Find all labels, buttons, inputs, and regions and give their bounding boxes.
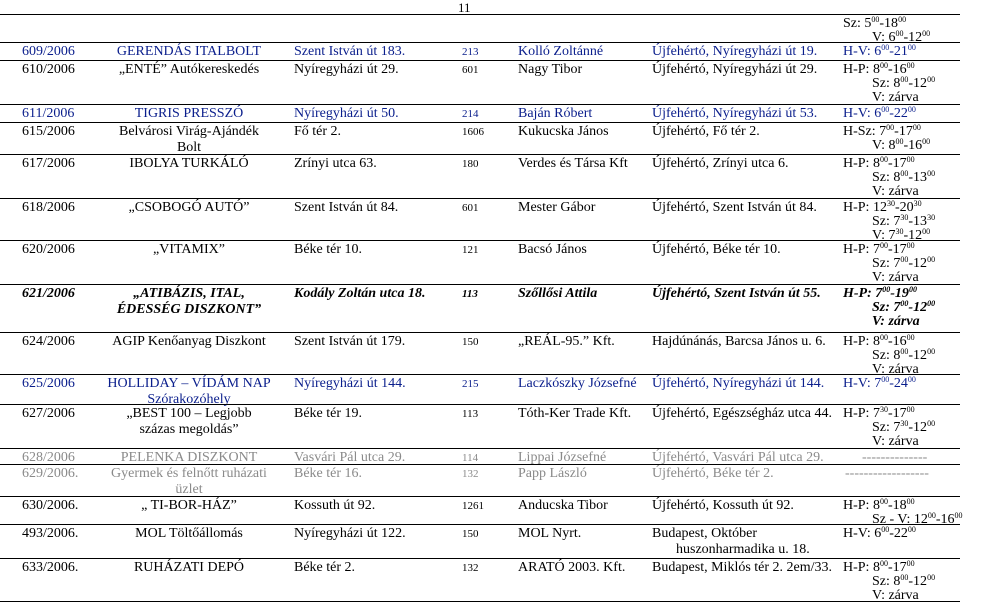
cell-name: GERENDÁS ITALBOLT [116, 44, 262, 59]
cell-owner: MOL Nyrt. [518, 526, 582, 541]
cell-addr: Nyíregyházi út 122. [294, 526, 406, 541]
cell-code: 215 [462, 378, 479, 390]
cell-no: 615/2006 [22, 124, 75, 139]
row-divider [0, 496, 960, 497]
cell-code: 113 [462, 408, 479, 420]
cell-addr: Kodály Zoltán utca 18. [294, 286, 426, 301]
cell-opening-hours: V: zárva [872, 588, 919, 603]
cell-code: 132 [462, 468, 479, 480]
cell-addr: Fő tér 2. [294, 124, 342, 139]
cell-name: Belvárosi Virág-Ajándék [118, 124, 260, 139]
cell-name: IBOLYA TURKÁLÓ [129, 156, 249, 171]
cell-addr: Kossuth út 92. [294, 498, 376, 513]
cell-code: 1261 [462, 500, 484, 512]
cell-addr: Vasvári Pál utca 29. [294, 450, 406, 465]
row-divider [0, 42, 960, 43]
cell-opening-hours: -------------- [862, 450, 928, 465]
cell-no: 627/2006 [22, 406, 75, 421]
cell-no: 624/2006 [22, 334, 75, 349]
cell-opening-hours: H-P: $8^{00}-17^{00}$ [843, 559, 915, 575]
cell-opening-hours: V: zárva [872, 314, 920, 329]
cell-owner: Szőllősi Attila [518, 286, 598, 301]
cell-addr: Nyíregyházi út 29. [294, 62, 399, 77]
cell-owner: Lippai Józsefné [518, 450, 607, 465]
cell-name2: százas megoldás” [139, 422, 239, 437]
cell-opening-hours: H-P: $8^{00}-16^{00}$ [843, 61, 915, 77]
cell-opening-hours: Sz - V: $12^{00}-16^{00}$ [872, 511, 963, 527]
cell-opening-hours: Sz: $8^{00}-12^{00}$ [872, 347, 936, 363]
cell-place: Újfehértó, Kossuth út 92. [652, 498, 794, 513]
cell-code: 150 [462, 336, 479, 348]
cell-place: Budapest, Október [652, 526, 757, 541]
cell-opening-hours: H-P: $12^{30}-20^{30}$ [843, 199, 922, 215]
cell-owner: Verdes és Társa Kft [518, 156, 628, 171]
row-divider [0, 404, 960, 405]
cell-opening-hours: Sz: $8^{00}-12^{00}$ [872, 573, 936, 589]
cell-no: 620/2006 [22, 242, 75, 257]
cell-addr: Szent István út 183. [294, 44, 406, 59]
cell-name: „ENTÉ” Autókereskedés [118, 62, 260, 77]
cell-no: 609/2006 [22, 44, 75, 59]
cell-name: PELENKA DISZKONT [120, 450, 258, 465]
cell-opening-hours: V: zárva [872, 184, 919, 199]
cell-no: 618/2006 [22, 200, 75, 215]
cell-no: 628/2006 [22, 450, 75, 465]
cell-place: Újfehértó, Nyíregyházi út 144. [652, 376, 825, 391]
cell-owner: Kolló Zoltánné [518, 44, 604, 59]
cell-name2: üzlet [175, 482, 203, 497]
cell-owner: Papp László [518, 466, 587, 481]
cell-code: 132 [462, 562, 479, 574]
cell-owner: Laczkószky Józsefné [518, 376, 637, 391]
cell-opening-hours: V: zárva [872, 362, 919, 377]
row-divider [0, 104, 960, 105]
cell-code: 113 [462, 288, 478, 300]
cell-opening-hours: H-V: $6^{00}-22^{00}$ [843, 525, 916, 541]
row-divider [0, 601, 960, 602]
cell-name: „ TI-BOR-HÁZ” [141, 498, 237, 513]
cell-name: „CSOBOGÓ AUTÓ” [128, 200, 250, 215]
cell-code: 1606 [462, 126, 484, 138]
cell-opening-hours: V: $8^{00}-16^{00}$ [872, 137, 931, 153]
cell-addr: Béke tér 16. [294, 466, 363, 481]
cell-opening-hours: H-P: $8^{00}-16^{00}$ [843, 333, 915, 349]
cell-addr: Nyíregyházi út 50. [294, 106, 399, 121]
row-divider [0, 60, 960, 61]
cell-opening-hours: H-V: $7^{00}-24^{00}$ [843, 375, 916, 391]
cell-place: Újfehértó, Szent István út 84. [652, 200, 817, 215]
row-divider [0, 14, 960, 15]
cell-name: HOLLIDAY – VÍDÁM NAP [107, 376, 271, 391]
cell-opening-hours: H-P: $7^{00}-17^{00}$ [843, 241, 915, 257]
cell-place: Újfehértó, Szent István út 55. [652, 286, 821, 301]
cell-no: 617/2006 [22, 156, 75, 171]
row-divider [0, 524, 960, 525]
cell-place: Újfehértó, Vasvári Pál utca 29. [652, 450, 824, 465]
row-divider [0, 240, 960, 241]
cell-no: 630/2006. [22, 498, 79, 513]
cell-code: 180 [462, 158, 479, 170]
cell-opening-hours: Sz: $7^{00}-12^{00}$ [872, 255, 936, 271]
cell-code: 114 [462, 452, 479, 464]
cell-name: Gyermek és felnőtt ruházati [111, 466, 267, 481]
row-divider [0, 198, 960, 199]
cell-opening-hours: Sz: $7^{00}-12^{00}$ [872, 299, 936, 315]
cell-no: 493/2006. [22, 526, 79, 541]
row-divider [0, 122, 960, 123]
cell-opening-hours: V: $7^{30}-12^{00}$ [872, 227, 931, 243]
cell-code: 601 [462, 202, 479, 214]
cell-place: Újfehértó, Nyíregyházi út 19. [652, 44, 818, 59]
cell-owner: Kukucska János [518, 124, 609, 139]
cell-code: 150 [462, 528, 479, 540]
cell-addr: Béke tér 19. [294, 406, 363, 421]
cell-owner: Anducska Tibor [518, 498, 608, 513]
cell-opening-hours: H-V: $6^{00}-21^{00}$ [843, 43, 916, 59]
cell-opening-hours: ------------------ [845, 466, 929, 481]
cell-no: 633/2006. [22, 560, 79, 575]
cell-code: 601 [462, 64, 479, 76]
cell-code: 121 [462, 244, 479, 256]
cell-opening-hours: H-Sz: $7^{00}-17^{00}$ [843, 123, 921, 139]
cell-owner: Baján Róbert [518, 106, 593, 121]
cell-owner: Bacsó János [518, 242, 587, 257]
cell-name: MOL Töltőállomás [135, 526, 243, 541]
row-divider [0, 558, 960, 559]
cell-no: 625/2006 [22, 376, 75, 391]
cell-addr: Béke tér 10. [294, 242, 363, 257]
cell-opening-hours: H-P: $8^{00}-18^{00}$ [843, 497, 915, 513]
cell-code: 213 [462, 46, 479, 58]
cell-addr: Nyíregyházi út 144. [294, 376, 406, 391]
cell-opening-hours: V: zárva [872, 90, 919, 105]
cell-opening-hours: H-V: $6^{00}-22^{00}$ [843, 105, 916, 121]
cell-owner: „REÁL-95.” Kft. [518, 334, 615, 349]
cell-name2: Bolt [176, 140, 202, 155]
cell-owner: ARATÓ 2003. Kft. [518, 560, 626, 575]
cell-addr: Béke tér 2. [294, 560, 356, 575]
cell-place: Újfehértó, Béke tér 10. [652, 242, 781, 257]
cell-place: Újfehértó, Nyíregyházi út 29. [652, 62, 818, 77]
cell-opening-hours: H-P: $7^{00}-19^{00}$ [843, 285, 917, 301]
cell-name: „BEST 100 – Legjobb [126, 406, 252, 421]
cell-name2: Szórakozóhely [147, 392, 231, 407]
cell-place2: huszonharmadika u. 18. [676, 542, 810, 557]
cell-place: Újfehértó, Nyíregyházi út 53. [652, 106, 818, 121]
cell-no: 629/2006. [22, 466, 79, 481]
cell-addr: Szent István út 179. [294, 334, 406, 349]
row-divider [0, 284, 960, 285]
row-divider [0, 464, 960, 465]
cell-place: Újfehértó, Fő tér 2. [652, 124, 760, 139]
cell-opening-hours: Sz: $8^{00}-13^{00}$ [872, 169, 936, 185]
cell-opening-hours: V: $6^{00}-12^{00}$ [872, 29, 931, 45]
cell-place: Újfehértó, Egészségház utca 44. [652, 406, 832, 421]
cell-addr: Szent István út 84. [294, 200, 399, 215]
cell-name: RUHÁZATI DEPÓ [133, 560, 245, 575]
cell-addr: Zrínyi utca 63. [294, 156, 377, 171]
row-divider [0, 332, 960, 333]
cell-name: „ATIBÁZIS, ITAL, [133, 286, 245, 301]
cell-owner: Mester Gábor [518, 200, 596, 215]
cell-owner: Nagy Tibor [518, 62, 583, 77]
cell-place: Újfehértó, Zrínyi utca 6. [652, 156, 789, 171]
cell-opening-hours: V: zárva [872, 270, 919, 285]
cell-opening-hours: V: zárva [872, 434, 919, 449]
row-divider [0, 374, 960, 375]
cell-place: Újfehértó, Béke tér 2. [652, 466, 774, 481]
cell-place: Hajdúnánás, Barcsa János u. 6. [652, 334, 826, 349]
row-divider [0, 154, 960, 155]
cell-opening-hours: Sz: $7^{30}-12^{00}$ [872, 419, 936, 435]
cell-opening-hours: Sz: $8^{00}-12^{00}$ [872, 75, 936, 91]
cell-opening-hours: Sz: $7^{30}-13^{30}$ [872, 213, 936, 229]
page-number: 11 [458, 0, 471, 15]
cell-no: 610/2006 [22, 62, 75, 77]
cell-opening-hours: Sz: $5^{00}-18^{00}$ [843, 15, 907, 31]
cell-name: „VITAMIX” [153, 242, 225, 257]
cell-name: TIGRIS PRESSZÓ [134, 106, 244, 121]
cell-opening-hours: H-P: $7^{30}-17^{00}$ [843, 405, 915, 421]
cell-owner: Tóth-Ker Trade Kft. [518, 406, 632, 421]
cell-name: AGIP Kenőanyag Diszkont [112, 334, 266, 349]
cell-no: 611/2006 [22, 106, 75, 121]
cell-code: 214 [462, 108, 479, 120]
cell-place: Budapest, Miklós tér 2. 2em/33. [652, 560, 833, 575]
row-divider [0, 448, 960, 449]
cell-name2: ÉDESSÉG DISZKONT” [116, 302, 262, 317]
cell-no: 621/2006 [22, 286, 75, 301]
cell-opening-hours: H-P: $8^{00}-17^{00}$ [843, 155, 915, 171]
